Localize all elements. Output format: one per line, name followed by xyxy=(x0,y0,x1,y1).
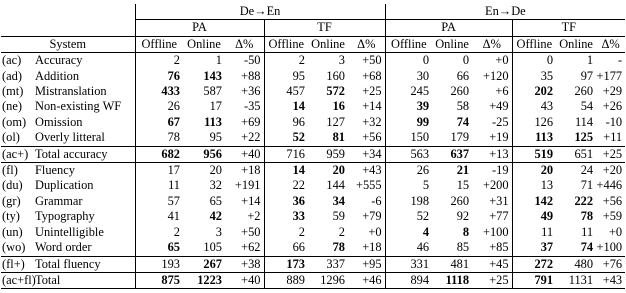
row-label: Non-existing WF xyxy=(35,99,135,114)
table-cell: 92 xyxy=(456,209,470,224)
table-cell: 267 xyxy=(183,256,225,272)
table-cell: +85 xyxy=(472,240,512,256)
table-cell: 35 xyxy=(540,68,554,83)
table-cell: 66 xyxy=(456,68,470,83)
delta-column-header: Δ% xyxy=(348,36,385,52)
mode-pa-header: PA xyxy=(135,20,264,36)
table-cell: 37 xyxy=(540,240,554,255)
row-label: Word order xyxy=(35,240,135,256)
table-cell: 222 xyxy=(574,193,594,208)
table-cell: +25 xyxy=(472,272,512,288)
table-cell: 433 xyxy=(161,84,180,99)
table-row xyxy=(1,225,625,240)
mode-pa-header: PA xyxy=(385,20,512,36)
table-cell: 36 xyxy=(292,193,305,208)
table-cell: +200 xyxy=(472,178,512,193)
pair-en-de-header: En→De xyxy=(485,4,526,18)
table-cell: +79 xyxy=(348,209,385,224)
table-cell: 260 xyxy=(574,84,594,99)
table-cell: 179 xyxy=(450,130,470,145)
table-cell: 716 xyxy=(264,146,308,162)
table-cell: +50 xyxy=(225,225,264,240)
table-cell: +555 xyxy=(348,178,385,193)
table-cell: 58 xyxy=(456,99,470,114)
table-cell: 74 xyxy=(456,114,470,129)
table-cell: 74 xyxy=(580,240,594,255)
results-table xyxy=(1,4,625,289)
table-cell: 272 xyxy=(512,256,556,272)
table-cell: 563 xyxy=(385,146,432,162)
table-cell: 193 xyxy=(135,256,183,272)
table-cell: +95 xyxy=(348,256,385,272)
row-code: (du) xyxy=(2,178,23,193)
delta-column-header: Δ% xyxy=(472,36,512,52)
offline-column-header: Offline xyxy=(385,36,432,52)
table-cell: 39 xyxy=(416,99,430,114)
row-code: (ad) xyxy=(2,68,22,83)
row-code: (un) xyxy=(2,224,23,239)
table-cell: +40 xyxy=(225,146,264,162)
table-row xyxy=(1,99,625,114)
mode-tf-header: TF xyxy=(512,20,625,36)
table-cell: +26 xyxy=(602,99,623,114)
header-row-pairs xyxy=(1,4,625,20)
table-cell: 71 xyxy=(580,178,594,193)
table-row xyxy=(1,146,625,162)
row-code: (ac+) xyxy=(1,146,35,162)
table-cell: 26 xyxy=(385,163,432,179)
table-cell: 3 xyxy=(215,224,222,239)
table-cell: +88 xyxy=(225,69,264,84)
table-cell: +29 xyxy=(602,84,623,99)
table-cell: 160 xyxy=(326,68,345,83)
header-row-modes xyxy=(1,20,625,36)
table-cell: 791 xyxy=(512,272,556,288)
online-column-header: Online xyxy=(432,36,472,52)
table-cell: 11 xyxy=(581,224,594,239)
table-cell: 637 xyxy=(432,146,472,162)
table-cell: +34 xyxy=(348,146,385,162)
table-cell: 57 xyxy=(167,193,180,208)
table-cell: 126 xyxy=(534,114,554,129)
table-row xyxy=(1,115,625,130)
table-cell: 2 xyxy=(298,224,305,239)
table-cell: +59 xyxy=(602,209,623,224)
table-cell: 875 xyxy=(135,272,183,288)
table-cell: 331 xyxy=(385,256,432,272)
table-cell: - xyxy=(596,53,625,69)
table-row xyxy=(1,69,625,84)
table-cell: 5 xyxy=(422,178,430,193)
table-cell: 113 xyxy=(535,130,554,145)
table-cell: 198 xyxy=(410,193,430,208)
row-label: Grammar xyxy=(35,194,135,209)
table-cell: 20 xyxy=(183,163,225,179)
table-cell: 337 xyxy=(308,256,348,272)
offline-column-header: Offline xyxy=(512,36,556,52)
table-cell: +69 xyxy=(225,115,264,130)
table-cell: +49 xyxy=(472,99,512,114)
table-cell: 97 xyxy=(580,68,594,83)
table-cell: 105 xyxy=(203,240,222,255)
table-row xyxy=(1,194,625,209)
table-cell: 13 xyxy=(540,178,554,193)
table-cell: 587 xyxy=(203,84,222,99)
table-cell: +2 xyxy=(225,209,264,224)
row-code: (wo) xyxy=(2,240,26,255)
table-cell: -25 xyxy=(472,115,512,130)
table-cell: +18 xyxy=(225,163,264,179)
table-cell: +56 xyxy=(602,193,623,208)
row-label: Fluency xyxy=(35,163,135,179)
pair-de-en-header: De→En xyxy=(135,4,385,20)
row-label: Omission xyxy=(35,115,135,130)
row-label: Typography xyxy=(35,209,135,224)
table-cell: +120 xyxy=(472,69,512,84)
table-cell: 959 xyxy=(308,146,348,162)
row-code: (fl) xyxy=(1,163,35,179)
table-cell: 260 xyxy=(450,84,470,99)
row-label: Unintelligible xyxy=(35,225,135,240)
table-row xyxy=(1,130,625,146)
table-cell: 14 xyxy=(292,99,305,114)
row-code: (fl+) xyxy=(1,256,35,272)
table-cell: 173 xyxy=(264,256,308,272)
table-cell: 114 xyxy=(574,114,594,129)
table-cell: +45 xyxy=(472,256,512,272)
table-cell: -50 xyxy=(225,53,264,69)
table-cell: +14 xyxy=(225,194,264,209)
online-column-header: Online xyxy=(308,36,348,52)
table-cell: 1131 xyxy=(556,272,596,288)
table-cell: 99 xyxy=(416,114,430,129)
table-cell: 46 xyxy=(416,240,430,255)
table-cell: 3 xyxy=(308,53,348,69)
table-cell: 20 xyxy=(512,163,556,179)
table-cell: 150 xyxy=(410,130,430,145)
table-cell: +0 xyxy=(348,225,385,240)
table-cell: +56 xyxy=(348,130,385,146)
delta-column-header: Δ% xyxy=(596,36,625,52)
table-cell: 78 xyxy=(167,130,180,145)
table-cell: 113 xyxy=(204,114,222,129)
system-column-header: System xyxy=(1,36,135,52)
table-cell: 480 xyxy=(556,256,596,272)
table-cell: 4 xyxy=(422,224,430,239)
table-cell: 142 xyxy=(534,193,554,208)
table-cell: +76 xyxy=(596,256,625,272)
row-label: Mistranslation xyxy=(35,84,135,99)
table-cell: 65 xyxy=(209,193,222,208)
table-cell: 67 xyxy=(167,114,180,129)
row-code: (gr) xyxy=(2,193,21,208)
table-cell: 66 xyxy=(292,240,305,255)
table-cell: +40 xyxy=(225,272,264,288)
table-row xyxy=(1,240,625,256)
table-row xyxy=(1,178,625,193)
table-cell: 17 xyxy=(209,99,222,114)
table-cell: +43 xyxy=(348,163,385,179)
table-row xyxy=(1,53,625,69)
table-cell: -10 xyxy=(605,114,623,129)
table-cell: 2 xyxy=(264,53,308,69)
table-cell: 2 xyxy=(338,224,345,239)
table-cell: 33 xyxy=(292,209,305,224)
row-code: (ol) xyxy=(2,130,20,145)
table-cell: 144 xyxy=(326,178,345,193)
offline-column-header: Offline xyxy=(264,36,308,52)
table-cell: 894 xyxy=(385,272,432,288)
table-cell: 95 xyxy=(209,130,222,145)
table-cell: 14 xyxy=(264,163,308,179)
table-cell: 26 xyxy=(167,99,180,114)
table-cell: 78 xyxy=(332,240,345,255)
row-code: (ty) xyxy=(2,209,20,224)
table-cell: 8 xyxy=(462,224,470,239)
table-cell: 41 xyxy=(167,209,180,224)
delta-column-header: Δ% xyxy=(225,36,264,52)
row-code: (mt) xyxy=(2,84,24,99)
table-cell: 20 xyxy=(308,163,348,179)
table-cell: 457 xyxy=(286,84,305,99)
table-cell: +25 xyxy=(596,146,625,162)
row-label: Addition xyxy=(35,69,135,84)
row-code: (om) xyxy=(2,114,27,129)
row-code: (ac) xyxy=(1,53,35,69)
table-cell: 34 xyxy=(332,193,345,208)
row-label: Total xyxy=(35,272,135,288)
table-cell: 52 xyxy=(416,209,430,224)
table-cell: +0 xyxy=(608,224,623,239)
table-cell: 519 xyxy=(512,146,556,162)
table-cell: +11 xyxy=(603,130,623,145)
table-cell: +31 xyxy=(472,194,512,209)
table-cell: 96 xyxy=(292,114,305,129)
table-cell: 54 xyxy=(580,99,594,114)
table-cell: 11 xyxy=(168,178,180,193)
table-cell: 956 xyxy=(183,146,225,162)
table-cell: 260 xyxy=(450,193,470,208)
table-cell: 572 xyxy=(326,84,345,99)
table-cell: +32 xyxy=(348,115,385,130)
table-cell: 11 xyxy=(541,224,554,239)
table-cell: 245 xyxy=(410,84,430,99)
table-cell: 2 xyxy=(135,53,183,69)
row-label: Accuracy xyxy=(35,53,135,69)
header-row-columns xyxy=(1,36,625,52)
table-cell: +25 xyxy=(348,84,385,99)
table-cell: 2 xyxy=(173,224,180,239)
table-cell: 59 xyxy=(332,209,345,224)
table-cell: +100 xyxy=(472,225,512,240)
table-cell: 651 xyxy=(556,146,596,162)
table-cell: 0 xyxy=(432,53,472,69)
table-cell: 15 xyxy=(456,178,470,193)
table-cell: +46 xyxy=(348,272,385,288)
table-cell: 143 xyxy=(203,68,222,83)
table-row xyxy=(1,256,625,272)
table-cell: +20 xyxy=(596,163,625,179)
table-cell: 32 xyxy=(209,178,222,193)
row-label: Overly litteral xyxy=(35,130,135,146)
table-cell: 65 xyxy=(167,240,180,255)
table-cell: 17 xyxy=(135,163,183,179)
table-cell: +446 xyxy=(596,178,623,193)
row-code: (ne) xyxy=(2,99,22,114)
table-cell: +18 xyxy=(348,240,385,256)
table-cell: +6 xyxy=(472,84,512,99)
table-cell: 889 xyxy=(264,272,308,288)
online-column-header: Online xyxy=(556,36,596,52)
table-cell: +14 xyxy=(348,99,385,114)
table-cell: +77 xyxy=(472,209,512,224)
table-cell: +19 xyxy=(472,130,512,146)
table-cell: 202 xyxy=(534,84,554,99)
row-label: Total fluency xyxy=(35,256,135,272)
table-cell: +191 xyxy=(225,178,264,193)
table-cell: 127 xyxy=(326,114,345,129)
table-body xyxy=(1,53,625,289)
table-cell: 1223 xyxy=(183,272,225,288)
table-cell: 76 xyxy=(167,68,180,83)
table-cell: 81 xyxy=(332,130,345,145)
table-cell: 52 xyxy=(292,130,305,145)
table-cell: 22 xyxy=(292,178,305,193)
table-cell: +0 xyxy=(472,53,512,69)
table-cell: 1296 xyxy=(308,272,348,288)
table-cell: 43 xyxy=(540,99,554,114)
table-cell: 24 xyxy=(556,163,596,179)
table-cell: 1118 xyxy=(432,272,472,288)
table-row xyxy=(1,84,625,99)
table-cell: 682 xyxy=(135,146,183,162)
row-code: (ac+fl) xyxy=(2,272,36,287)
table-cell: +68 xyxy=(348,69,385,84)
table-cell: 85 xyxy=(456,240,470,255)
table-cell: 481 xyxy=(432,256,472,272)
table-cell: -19 xyxy=(472,163,512,179)
table-cell: +22 xyxy=(225,130,264,146)
table-cell: +100 xyxy=(596,240,623,255)
table-cell: +62 xyxy=(225,240,264,256)
offline-column-header: Offline xyxy=(135,36,183,52)
mode-tf-header: TF xyxy=(264,20,385,36)
table-cell: 95 xyxy=(292,68,305,83)
table-cell: 0 xyxy=(512,53,556,69)
table-cell: 49 xyxy=(540,209,554,224)
table-cell: +43 xyxy=(596,272,625,288)
table-cell: -35 xyxy=(225,99,264,114)
table-cell: 0 xyxy=(385,53,432,69)
table-row xyxy=(1,163,625,179)
table-cell: +38 xyxy=(225,256,264,272)
row-label: Total accuracy xyxy=(35,146,135,162)
table-cell: 30 xyxy=(416,68,430,83)
table-row xyxy=(1,272,625,288)
table-cell: 1 xyxy=(183,53,225,69)
table-cell: +177 xyxy=(596,68,623,83)
table-cell: 1 xyxy=(556,53,596,69)
table-cell: -6 xyxy=(348,194,385,209)
table-cell: +50 xyxy=(348,53,385,69)
table-cell: 125 xyxy=(574,130,594,145)
table-cell: +36 xyxy=(225,84,264,99)
table-cell: 42 xyxy=(209,209,222,224)
table-cell: 21 xyxy=(432,163,472,179)
table-cell: 16 xyxy=(332,99,345,114)
online-column-header: Online xyxy=(183,36,225,52)
table-row xyxy=(1,209,625,224)
table-cell: +13 xyxy=(472,146,512,162)
row-label: Duplication xyxy=(35,178,135,193)
table-cell: 78 xyxy=(580,209,594,224)
